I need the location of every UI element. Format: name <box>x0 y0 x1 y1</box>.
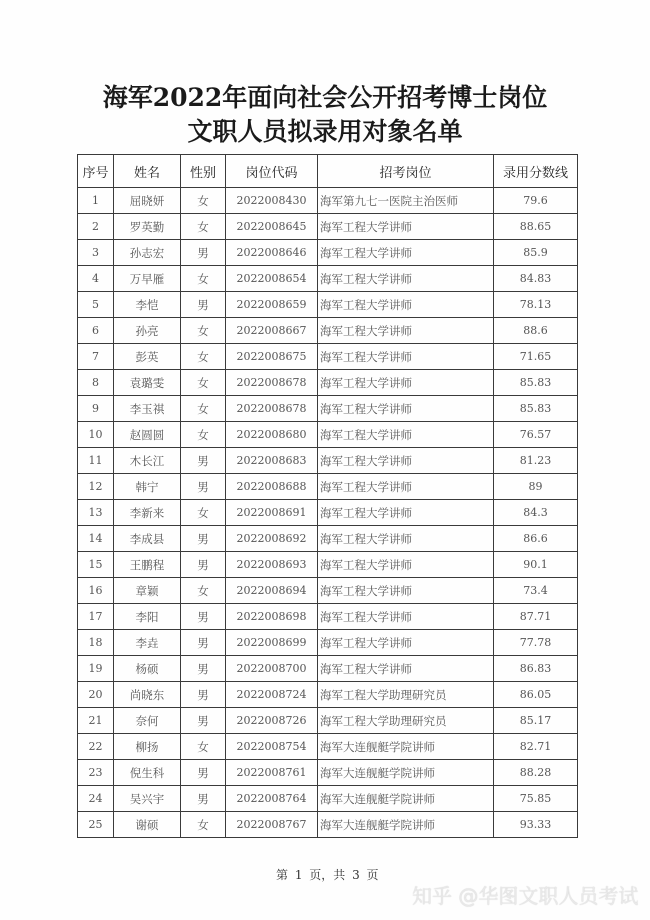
cell-name: 谢硕 <box>114 812 181 838</box>
cell-score: 88.6 <box>494 318 578 344</box>
cell-index: 20 <box>78 682 114 708</box>
cell-post-code: 2022008698 <box>226 604 318 630</box>
cell-gender: 女 <box>181 214 226 240</box>
cell-post: 海军工程大学讲师 <box>318 552 494 578</box>
cell-index: 24 <box>78 786 114 812</box>
table-row <box>78 188 578 214</box>
cell-gender: 女 <box>181 188 226 214</box>
cell-post-code: 2022008699 <box>226 630 318 656</box>
cell-post: 海军大连舰艇学院讲师 <box>318 812 494 838</box>
table-row <box>78 474 578 500</box>
cell-gender: 女 <box>181 500 226 526</box>
cell-score: 86.83 <box>494 656 578 682</box>
cell-name: 杨硕 <box>114 656 181 682</box>
cell-name: 章颖 <box>114 578 181 604</box>
table-row <box>78 708 578 734</box>
cell-name: 彭英 <box>114 344 181 370</box>
cell-post-code: 2022008683 <box>226 448 318 474</box>
cell-index: 25 <box>78 812 114 838</box>
cell-post-code: 2022008678 <box>226 370 318 396</box>
cell-name: 尚晓东 <box>114 682 181 708</box>
cell-name: 李玉祺 <box>114 396 181 422</box>
cell-index: 23 <box>78 760 114 786</box>
column-header-gender: 性别 <box>181 155 226 188</box>
cell-gender: 男 <box>181 760 226 786</box>
table-row <box>78 240 578 266</box>
cell-gender: 男 <box>181 708 226 734</box>
cell-score: 76.57 <box>494 422 578 448</box>
table-row <box>78 500 578 526</box>
cell-score: 78.13 <box>494 292 578 318</box>
table-row <box>78 786 578 812</box>
cell-post: 海军工程大学讲师 <box>318 526 494 552</box>
cell-score: 86.05 <box>494 682 578 708</box>
cell-name: 屈晓妍 <box>114 188 181 214</box>
cell-index: 5 <box>78 292 114 318</box>
cell-gender: 男 <box>181 474 226 500</box>
cell-gender: 女 <box>181 370 226 396</box>
cell-post-code: 2022008692 <box>226 526 318 552</box>
cell-post: 海军工程大学讲师 <box>318 344 494 370</box>
cell-post-code: 2022008659 <box>226 292 318 318</box>
cell-post: 海军大连舰艇学院讲师 <box>318 734 494 760</box>
cell-name: 万早雁 <box>114 266 181 292</box>
cell-index: 3 <box>78 240 114 266</box>
table-row <box>78 734 578 760</box>
table-row <box>78 526 578 552</box>
cell-index: 16 <box>78 578 114 604</box>
cell-index: 10 <box>78 422 114 448</box>
cell-score: 90.1 <box>494 552 578 578</box>
cell-name: 袁璐雯 <box>114 370 181 396</box>
cell-post: 海军大连舰艇学院讲师 <box>318 760 494 786</box>
cell-gender: 男 <box>181 292 226 318</box>
cell-post: 海军工程大学讲师 <box>318 500 494 526</box>
cell-post: 海军工程大学讲师 <box>318 318 494 344</box>
cell-post: 海军工程大学讲师 <box>318 604 494 630</box>
cell-name: 赵圆圆 <box>114 422 181 448</box>
cell-name: 李阳 <box>114 604 181 630</box>
column-header-score: 录用分数线 <box>494 155 578 188</box>
cell-post: 海军工程大学讲师 <box>318 370 494 396</box>
cell-gender: 男 <box>181 682 226 708</box>
cell-name: 倪生科 <box>114 760 181 786</box>
column-header-name: 姓名 <box>114 155 181 188</box>
cell-post-code: 2022008688 <box>226 474 318 500</box>
cell-post-code: 2022008645 <box>226 214 318 240</box>
table-row <box>78 812 578 838</box>
cell-name: 李新来 <box>114 500 181 526</box>
cell-index: 13 <box>78 500 114 526</box>
cell-name: 木长江 <box>114 448 181 474</box>
cell-index: 22 <box>78 734 114 760</box>
cell-post-code: 2022008726 <box>226 708 318 734</box>
table-row <box>78 292 578 318</box>
cell-post-code: 2022008667 <box>226 318 318 344</box>
cell-score: 84.83 <box>494 266 578 292</box>
cell-post: 海军工程大学讲师 <box>318 396 494 422</box>
cell-gender: 男 <box>181 552 226 578</box>
cell-post: 海军工程大学讲师 <box>318 266 494 292</box>
cell-gender: 男 <box>181 604 226 630</box>
cell-post: 海军工程大学讲师 <box>318 630 494 656</box>
table-row <box>78 396 578 422</box>
cell-name: 王鹏程 <box>114 552 181 578</box>
cell-post: 海军工程大学讲师 <box>318 214 494 240</box>
cell-gender: 男 <box>181 656 226 682</box>
cell-index: 9 <box>78 396 114 422</box>
table-row <box>78 422 578 448</box>
cell-post: 海军工程大学讲师 <box>318 656 494 682</box>
cell-score: 77.78 <box>494 630 578 656</box>
table-row <box>78 370 578 396</box>
cell-post-code: 2022008761 <box>226 760 318 786</box>
cell-name: 罗英勤 <box>114 214 181 240</box>
cell-gender: 女 <box>181 812 226 838</box>
cell-score: 82.71 <box>494 734 578 760</box>
cell-score: 89 <box>494 474 578 500</box>
cell-index: 4 <box>78 266 114 292</box>
table-row <box>78 448 578 474</box>
cell-score: 85.9 <box>494 240 578 266</box>
cell-score: 75.85 <box>494 786 578 812</box>
cell-gender: 女 <box>181 734 226 760</box>
cell-post-code: 2022008724 <box>226 682 318 708</box>
cell-name: 吴兴宇 <box>114 786 181 812</box>
cell-index: 12 <box>78 474 114 500</box>
cell-post-code: 2022008678 <box>226 396 318 422</box>
cell-index: 1 <box>78 188 114 214</box>
cell-score: 87.71 <box>494 604 578 630</box>
column-header-index: 序号 <box>78 155 114 188</box>
table-row <box>78 578 578 604</box>
cell-name: 孙志宏 <box>114 240 181 266</box>
table-row <box>78 214 578 240</box>
cell-name: 柳扬 <box>114 734 181 760</box>
cell-post: 海军工程大学助理研究员 <box>318 682 494 708</box>
cell-post-code: 2022008654 <box>226 266 318 292</box>
cell-index: 15 <box>78 552 114 578</box>
table-row <box>78 630 578 656</box>
cell-gender: 女 <box>181 396 226 422</box>
table-row <box>78 760 578 786</box>
cell-index: 14 <box>78 526 114 552</box>
cell-gender: 女 <box>181 578 226 604</box>
cell-gender: 男 <box>181 240 226 266</box>
cell-post-code: 2022008700 <box>226 656 318 682</box>
cell-score: 85.83 <box>494 396 578 422</box>
cell-post: 海军工程大学讲师 <box>318 292 494 318</box>
cell-name: 李恺 <box>114 292 181 318</box>
cell-score: 86.6 <box>494 526 578 552</box>
cell-gender: 女 <box>181 422 226 448</box>
table-row <box>78 682 578 708</box>
cell-post-code: 2022008675 <box>226 344 318 370</box>
column-header-post: 招考岗位 <box>318 155 494 188</box>
cell-score: 88.65 <box>494 214 578 240</box>
cell-index: 21 <box>78 708 114 734</box>
cell-post: 海军工程大学讲师 <box>318 474 494 500</box>
cell-gender: 女 <box>181 344 226 370</box>
cell-score: 85.83 <box>494 370 578 396</box>
cell-score: 88.28 <box>494 760 578 786</box>
cell-post: 海军工程大学助理研究员 <box>318 708 494 734</box>
table-row <box>78 552 578 578</box>
cell-gender: 男 <box>181 448 226 474</box>
cell-post-code: 2022008430 <box>226 188 318 214</box>
cell-name: 李垚 <box>114 630 181 656</box>
cell-index: 19 <box>78 656 114 682</box>
column-header-post-code: 岗位代码 <box>226 155 318 188</box>
cell-index: 2 <box>78 214 114 240</box>
cell-post-code: 2022008693 <box>226 552 318 578</box>
table-header-row <box>78 155 578 188</box>
cell-post-code: 2022008646 <box>226 240 318 266</box>
document-title-line-2: 文职人员拟录用对象名单 <box>187 117 463 146</box>
cell-gender: 男 <box>181 786 226 812</box>
cell-score: 73.4 <box>494 578 578 604</box>
cell-name: 韩宁 <box>114 474 181 500</box>
table-row <box>78 318 578 344</box>
cell-gender: 女 <box>181 318 226 344</box>
cell-post-code: 2022008754 <box>226 734 318 760</box>
cell-gender: 男 <box>181 526 226 552</box>
cell-post-code: 2022008680 <box>226 422 318 448</box>
cell-post: 海军工程大学讲师 <box>318 578 494 604</box>
cell-post: 海军工程大学讲师 <box>318 422 494 448</box>
cell-index: 11 <box>78 448 114 474</box>
cell-post: 海军工程大学讲师 <box>318 240 494 266</box>
cell-gender: 男 <box>181 630 226 656</box>
cell-score: 84.3 <box>494 500 578 526</box>
cell-index: 17 <box>78 604 114 630</box>
cell-index: 7 <box>78 344 114 370</box>
cell-name: 孙亮 <box>114 318 181 344</box>
table-row <box>78 604 578 630</box>
cell-score: 85.17 <box>494 708 578 734</box>
cell-name: 奈何 <box>114 708 181 734</box>
cell-score: 93.33 <box>494 812 578 838</box>
table-body <box>78 188 578 838</box>
cell-score: 79.6 <box>494 188 578 214</box>
cell-gender: 女 <box>181 266 226 292</box>
cell-post-code: 2022008691 <box>226 500 318 526</box>
cell-index: 18 <box>78 630 114 656</box>
table-row <box>78 266 578 292</box>
document-title-line-1: 海军2022年面向社会公开招考博士岗位 <box>102 83 548 112</box>
table-row <box>78 656 578 682</box>
cell-post: 海军工程大学讲师 <box>318 448 494 474</box>
cell-index: 6 <box>78 318 114 344</box>
cell-post: 海军第九七一医院主治医师 <box>318 188 494 214</box>
page-indicator: 第 1 页，共 3 页 <box>276 868 379 882</box>
cell-post-code: 2022008694 <box>226 578 318 604</box>
table-row <box>78 344 578 370</box>
cell-score: 71.65 <box>494 344 578 370</box>
cell-score: 81.23 <box>494 448 578 474</box>
admission-roster-table <box>77 154 578 838</box>
cell-index: 8 <box>78 370 114 396</box>
cell-post-code: 2022008764 <box>226 786 318 812</box>
watermark: 知乎 @华图文职人员考试 <box>412 884 639 908</box>
cell-post-code: 2022008767 <box>226 812 318 838</box>
cell-post: 海军大连舰艇学院讲师 <box>318 786 494 812</box>
cell-name: 李成县 <box>114 526 181 552</box>
